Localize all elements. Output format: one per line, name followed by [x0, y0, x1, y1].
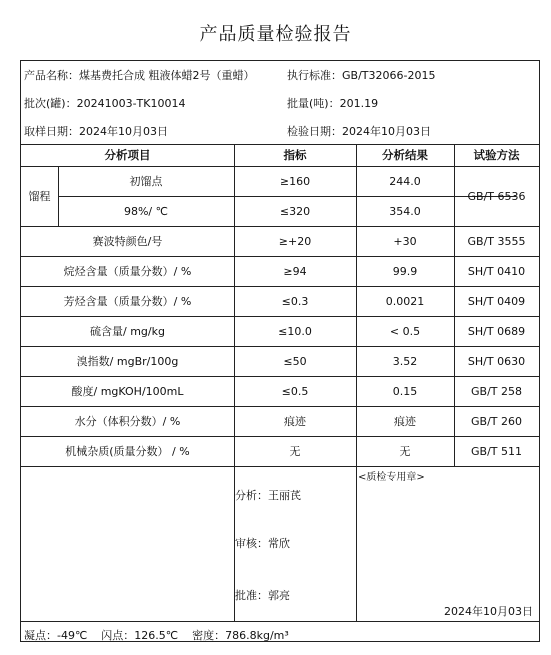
- table-cell-result: 354.0: [389, 204, 421, 218]
- table-cell-method: GB/T 258: [471, 384, 522, 398]
- table-cell-result: 0.0021: [385, 294, 425, 308]
- table-cell-spec: 痕迹: [284, 415, 306, 428]
- table-cell-item: 硫含量/ mg/kg: [90, 325, 165, 338]
- table-cell-spec: ≤0.5: [281, 384, 309, 398]
- table-cell-item: 烷烃含量（质量分数）/ %: [63, 265, 192, 278]
- table-cell-result: 0.15: [392, 384, 418, 398]
- table-cell-result: 99.9: [392, 264, 418, 278]
- report-frame: [20, 60, 540, 642]
- table-cell-spec: ≤10.0: [278, 324, 312, 338]
- table-cell-result: < 0.5: [389, 324, 421, 338]
- executive-standard: 执行标准：GB/T32066-2015: [287, 69, 436, 82]
- table-cell-method: SH/T 0630: [467, 354, 526, 368]
- table-cell-method: GB/T 511: [471, 444, 522, 458]
- product-name: 产品名称：煤基费托合成 粗液体蜡2号（重蜡）: [24, 69, 255, 82]
- table-cell-result: 无: [399, 445, 411, 458]
- table-cell-item: 芳烃含量（质量分数）/ %: [63, 295, 192, 308]
- table-cell-item: 机械杂质(质量分数） / %: [65, 445, 190, 458]
- report-title: 产品质量检验报告: [199, 24, 352, 45]
- table-cell-method: SH/T 0689: [467, 324, 526, 338]
- table-cell-item: 赛波特颜色/号: [92, 235, 163, 248]
- table-cell-spec: ≤0.3: [281, 294, 309, 308]
- table-cell-method: GB/T 3555: [467, 234, 526, 248]
- table-cell-method: SH/T 0409: [467, 294, 526, 308]
- table-cell-item: 酸度/ mgKOH/100mL: [71, 385, 184, 398]
- table-cell-spec: ≥94: [283, 264, 307, 278]
- table-cell-result: 244.0: [389, 174, 421, 188]
- table-cell-spec: ≤320: [279, 204, 311, 218]
- batch-number: 批次(罐)：20241003-TK10014: [24, 97, 186, 110]
- header-method: 试验方法: [473, 148, 520, 162]
- table-cell-spec: ≥+20: [278, 234, 312, 248]
- table-cell-method: SH/T 0410: [467, 264, 526, 278]
- distillation-label: 馏程: [28, 190, 51, 203]
- inspection-date: 检验日期：2024年10月03日: [287, 125, 431, 138]
- reviewer-signature: 审核：常欣: [235, 537, 290, 550]
- divider: [21, 466, 539, 467]
- table-cell-spec: ≤50: [283, 354, 307, 368]
- table-cell-spec: ≥160: [279, 174, 311, 188]
- footer-properties: 凝点：-49℃ 闪点：126.5℃ 密度：786.8kg/m³: [24, 629, 289, 642]
- divider: [21, 621, 539, 622]
- approver-signature: 批准：郭亮: [235, 589, 290, 602]
- table-cell-method: GB/T 6536: [467, 189, 526, 203]
- sign-date: 2024年10月03日: [444, 605, 533, 618]
- table-cell-result: 痕迹: [394, 415, 416, 428]
- table-cell-item: 初馏点: [129, 175, 163, 188]
- table-cell-item: 98%/ ℃: [123, 204, 168, 218]
- header-item: 分析项目: [104, 148, 151, 162]
- table-cell-result: +30: [393, 234, 417, 248]
- table-cell-item: 水分（体积分数）/ %: [74, 415, 181, 428]
- header-spec: 指标: [283, 148, 307, 162]
- sampling-date: 取样日期：2024年10月03日: [24, 125, 168, 138]
- table-cell-item: 溴指数/ mgBr/100g: [76, 355, 179, 368]
- table-cell-method: GB/T 260: [471, 414, 522, 428]
- table-cell-result: 3.52: [392, 354, 418, 368]
- header-result: 分析结果: [382, 148, 428, 162]
- table-cell-spec: 无: [289, 445, 301, 458]
- analyst-signature: 分析：王丽芪: [235, 489, 301, 502]
- quality-stamp-label: <质检专用章>: [358, 472, 425, 483]
- batch-quantity: 批量(吨)：201.19: [287, 97, 379, 110]
